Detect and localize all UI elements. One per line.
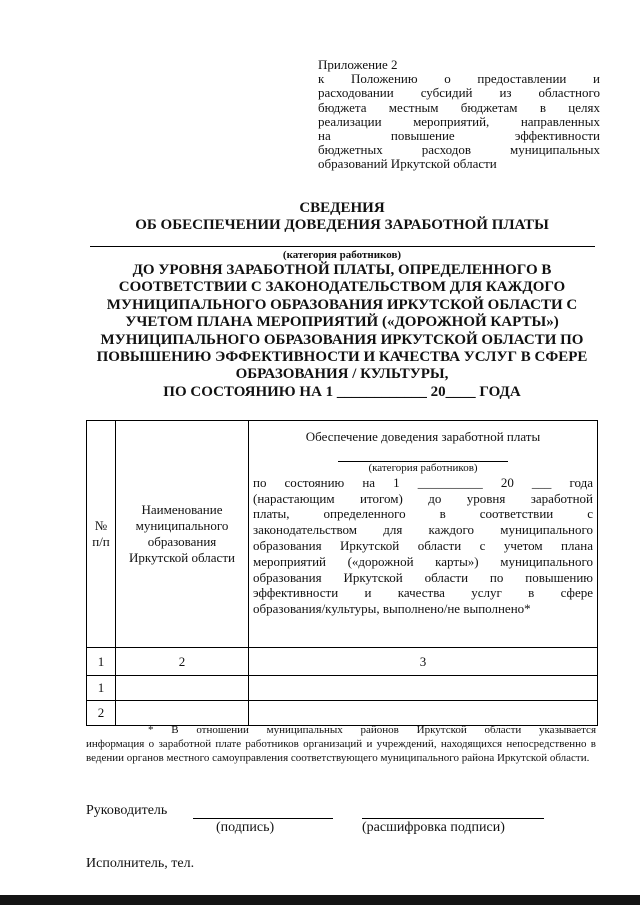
status-header-line: по состоянию на 1 __________ 20 ___ года	[253, 474, 593, 490]
status-header-caption: (категория работников)	[368, 461, 478, 474]
signature-caption: (подпись)	[216, 820, 275, 835]
signature-decode-caption: (расшифровка подписи)	[362, 820, 505, 835]
status-header-line: образования Иркутской области по повышению	[253, 569, 593, 585]
status-cell[interactable]	[249, 676, 598, 701]
appendix-line: на повышение эффективности	[318, 128, 600, 144]
col-municipality-header: Наименование муниципального образования Иркутской области	[116, 421, 249, 648]
main-heading-line: ДО УРОВНЯ ЗАРАБОТНОЙ ПЛАТЫ, ОПРЕДЕЛЕННОГО В	[132, 262, 552, 278]
main-heading-line: СООТВЕТСТВИИ С ЗАКОНОДАТЕЛЬСТВОМ ДЛЯ КАЖДОГО	[118, 279, 566, 296]
footnote-rest: информация о заработной плате работников организаций и учреждений, находящихся непосредственно в ведении органов местного самоуправления соответствующего муниципального района Иркутской области.	[86, 738, 596, 764]
appendix-line: бюджетных расходов муниципальных	[318, 142, 600, 158]
column-number: 3	[249, 648, 598, 676]
municipality-cell[interactable]	[116, 701, 249, 726]
category-caption: (категория работников)	[282, 249, 402, 261]
appendix-line: реализации мероприятий, направленных	[318, 113, 600, 129]
status-header-line: законодательством для каждого муниципального	[253, 522, 593, 538]
footnote	[86, 723, 596, 765]
document-subtitle: ОБ ОБЕСПЕЧЕНИИ ДОВЕДЕНИЯ ЗАРАБОТНОЙ ПЛАТЫ	[135, 217, 549, 233]
status-cell[interactable]	[249, 701, 598, 726]
status-header-line: образования Иркутской области с учетом плана	[253, 537, 593, 553]
appendix-number: Приложение 2	[318, 57, 398, 72]
status-header-line: (нарастающим итогом) до уровня заработной	[253, 490, 593, 506]
footnote-first: * В отношении муниципальных районов Иркутской области указывается	[148, 724, 596, 736]
column-number: 2	[116, 648, 249, 676]
report-table	[86, 420, 598, 726]
appendix-line: расходовании субсидий из областного	[318, 85, 600, 101]
status-header-line: платы, определенного в соответствии с	[253, 506, 593, 522]
main-heading-line: ПО СОСТОЯНИЮ НА 1 ____________ 20____ ГОДА	[163, 383, 521, 400]
row-number: 2	[87, 701, 116, 726]
main-heading-line: ПОВЫШЕНИЮ ЭФФЕКТИВНОСТИ И КАЧЕСТВА УСЛУГ В СФЕРЕ	[96, 349, 588, 366]
signature-line[interactable]	[193, 818, 333, 819]
municipality-cell[interactable]	[116, 676, 249, 701]
table-row	[87, 701, 598, 726]
col-status-header	[249, 421, 598, 648]
main-heading-line: МУНИЦИПАЛЬНОГО ОБРАЗОВАНИЯ ИРКУТСКОЙ ОБЛАСТИ ПО	[100, 331, 584, 348]
table-header-row	[87, 421, 598, 648]
status-header-line: эффективности и качества услуг в сфере	[253, 585, 593, 601]
main-heading-line: УЧЕТОМ ПЛАНА МЕРОПРИЯТИЙ («ДОРОЖНОЙ КАРТЫ»)	[125, 314, 559, 331]
document-title: СВЕДЕНИЯ	[299, 200, 385, 216]
column-number: 1	[87, 648, 116, 676]
status-header-line: мероприятий («дорожной карты») муниципального	[253, 553, 593, 569]
appendix-line: образований Иркутской области	[318, 156, 497, 172]
column-number-row	[87, 648, 598, 676]
row-number: 1	[87, 676, 116, 701]
scan-border	[0, 895, 640, 905]
status-header-line: образования/культуры, выполнено/не выполнено*	[253, 601, 531, 617]
signature-decode-line[interactable]	[362, 818, 544, 819]
main-heading-line: МУНИЦИПАЛЬНОГО ОБРАЗОВАНИЯ ИРКУТСКОЙ ОБЛАСТИ С	[106, 296, 578, 313]
executor-label: Исполнитель, тел.	[86, 856, 195, 871]
appendix-header	[318, 58, 600, 172]
status-header-title: Обеспечение доведения заработной платы	[305, 429, 541, 444]
col-number-header: № п/п	[87, 421, 116, 648]
table-row	[87, 676, 598, 701]
signature-label: Руководитель	[86, 803, 168, 818]
category-fill-line	[90, 246, 595, 247]
main-heading-line: ОБРАЗОВАНИЯ / КУЛЬТУРЫ,	[235, 366, 449, 383]
appendix-line: к Положению о предоставлении и	[318, 71, 600, 87]
appendix-line: бюджета местным бюджетам в целях	[318, 99, 600, 115]
main-heading	[88, 262, 596, 401]
